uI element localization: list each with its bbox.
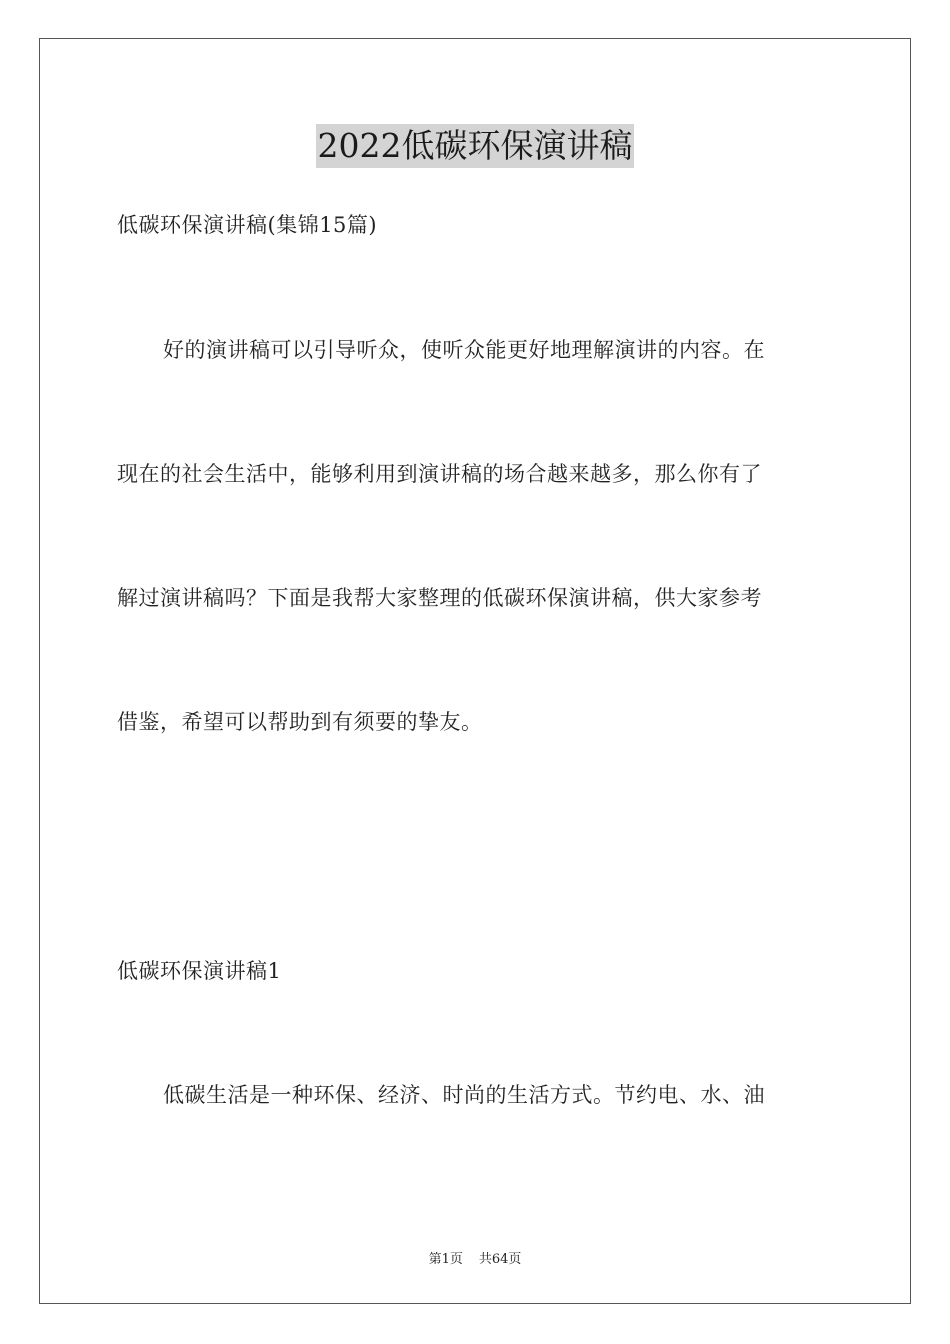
intro-line-2: 现在的社会生活中，能够利用到演讲稿的场合越来越多，那么你有了 — [117, 462, 762, 486]
page-number: 第1页 — [428, 1252, 463, 1267]
intro-line-3: 解过演讲稿吗？下面是我帮大家整理的低碳环保演讲稿，供大家参考 — [117, 586, 762, 610]
intro-line-1: 好的演讲稿可以引导听众，使听众能更好地理解演讲的内容。在 — [163, 338, 765, 362]
page-footer — [0, 1248, 950, 1267]
document-subtitle: 低碳环保演讲稿(集锦15篇) — [117, 213, 378, 237]
title-container — [0, 124, 950, 168]
intro-line-4: 借鉴，希望可以帮助到有须要的挚友。 — [117, 710, 483, 734]
document-title: 2022低碳环保演讲稿 — [316, 124, 635, 168]
page-total: 共64页 — [478, 1252, 522, 1267]
section-line-1: 低碳生活是一种环保、经济、时尚的生活方式。节约电、水、油 — [163, 1083, 765, 1107]
section-heading: 低碳环保演讲稿1 — [117, 959, 282, 983]
